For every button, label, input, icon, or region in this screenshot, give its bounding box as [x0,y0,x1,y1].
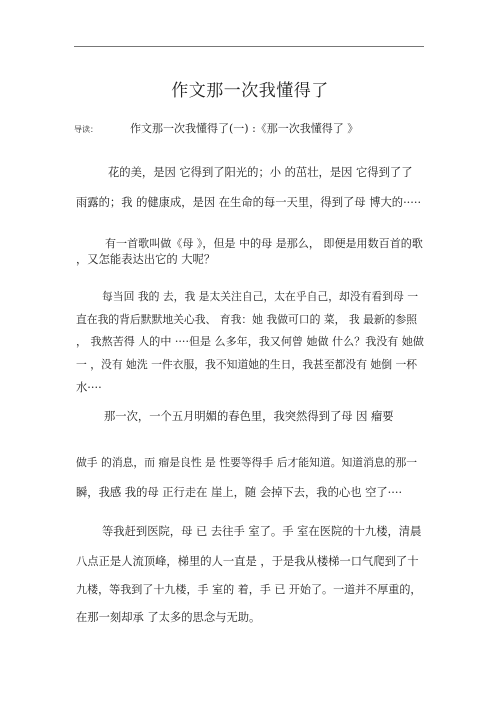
guide-label: 导读： [74,125,98,134]
page-title: 作文那一次我懂得了 [171,81,329,101]
paragraph-line: ， 我熬苦得 人的中 ····但是 么多年，我又何曾 她做 什么？我没有 她做 [76,335,424,348]
paragraph-line: 八点正是人流顶峰，梯里的人一直是 ，于是我从楼梯一口气爬到了十 [76,555,419,568]
paragraph-line: 那一次，一个五月明媚的春色里，我突然得到了母 因 瘤要 [104,410,394,423]
paragraph-line: 九楼，等我到了十九楼，手 室的 着，手 已 开始了。一道并不厚重的， [76,583,422,596]
paragraph-line: 有一首歌叫做《母 》，但是 中的母 是那么， 即便是用数百首的歌 [105,237,423,250]
paragraph-line: 水···· [76,381,102,394]
paragraph-line: 直在我的背后默默地关心我、 育我：她 我做可口的 菜， 我 最新的参照 [76,313,418,326]
top-divider [74,46,424,47]
paragraph-line: 一 ，没有 她洗 一件衣服，我不知道她的生日，我甚至都没有 她倒 一杯 [76,358,418,371]
paragraph-line: 花的美，是因 它得到了阳光的；小 的茁壮，是因 它得到了了 [108,166,413,179]
paragraph-line: 雨露的；我 的健康成，是因 在生命的每一天里，得到了母 博大的····· [76,196,422,209]
paragraph-line: 瞬，我感 我的母 正行走在 崖上，随 会掉下去，我的心也 空了···· [76,486,403,499]
paragraph-line: 做手 的消息，而 瘤是良性 是 性要等得手 后才能知道。知道消息的那一 [76,456,418,469]
paragraph-line: 等我赶到医院，母 已 去往手 室了。手 室在医院的十九楼，清晨 [102,525,422,538]
paragraph-line: 在那一刻却承 了太多的思念与无助。 [76,611,261,624]
guide-text: 作文那一次我懂得了(一) :《那一次我懂得了 》 [130,122,359,135]
paragraph-line: ，又怎能表达出它的 大呢？ [76,253,216,266]
paragraph-line: 每当回 我的 去，我 是太关注自己，太在乎自己，却没有看到母 一 [102,290,419,303]
